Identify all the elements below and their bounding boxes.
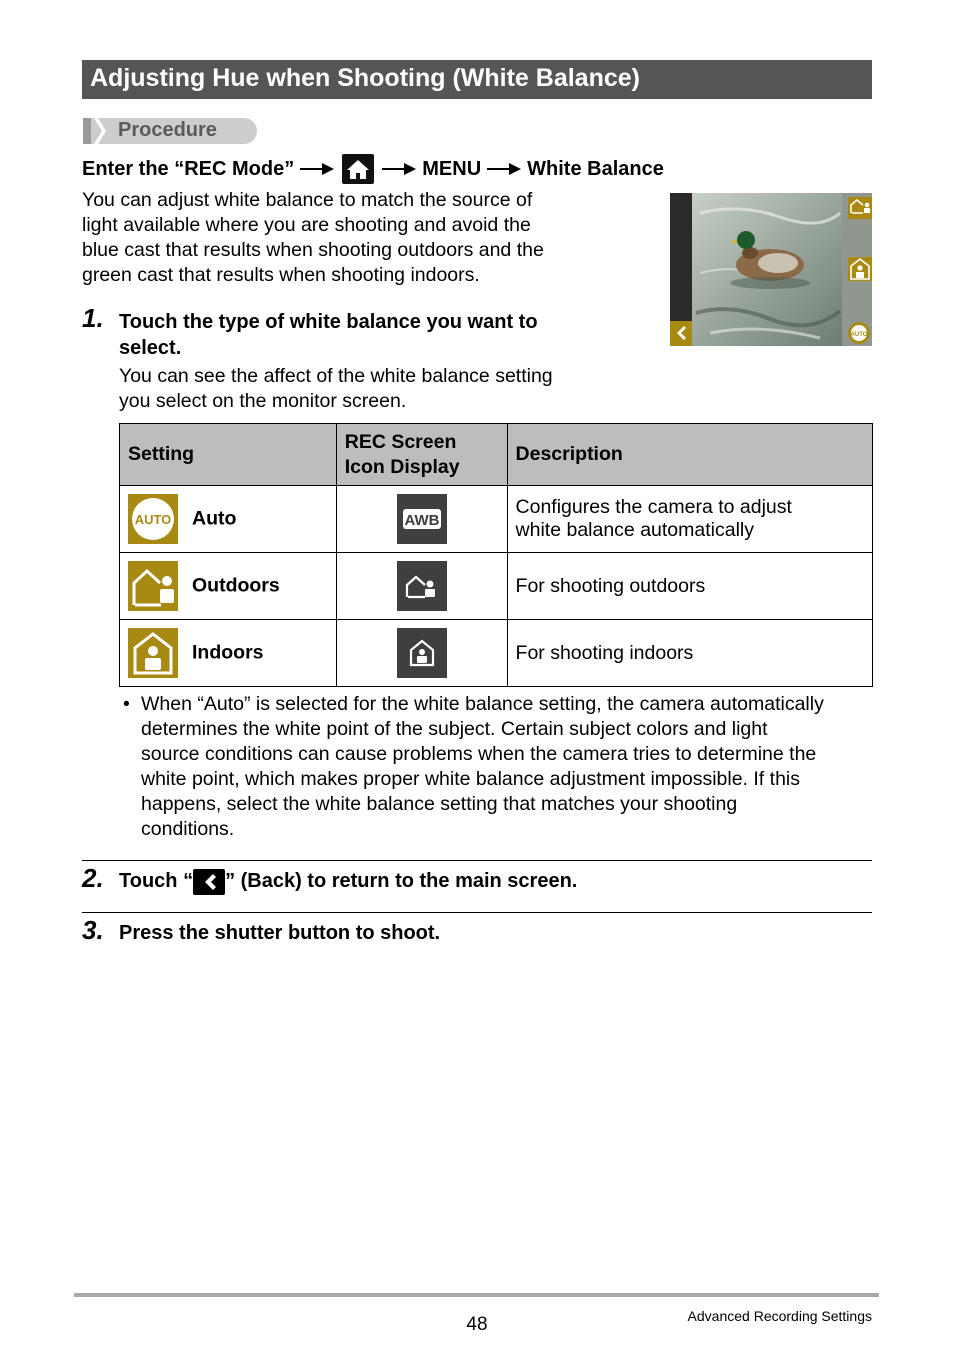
footer-rule: [74, 1293, 879, 1297]
setting-name: Outdoors: [192, 574, 280, 597]
auto-wb-icon[interactable]: [128, 494, 178, 544]
setting-name: Auto: [192, 507, 237, 530]
description-cell: Configures the camera to adjust white balance automatically: [507, 486, 872, 553]
arrow-right-icon: [382, 163, 416, 175]
rec-icon-cell: [336, 620, 507, 687]
setting-cell: [120, 620, 337, 687]
setting-name: Indoors: [192, 641, 264, 664]
menu-path-menu: MENU: [422, 157, 482, 180]
outdoors-rec-icon: [397, 561, 447, 611]
table-row: [120, 553, 873, 620]
menu-path-start: Enter the “REC Mode”: [82, 157, 295, 180]
setting-cell: [120, 553, 337, 620]
camera-screen-image: [670, 193, 872, 346]
step-2-number: 2.: [82, 863, 104, 893]
arrow-right-icon: [487, 163, 521, 175]
step-1-number: 1.: [82, 303, 104, 333]
divider: [82, 912, 872, 913]
step-3-title: Press the shutter button to shoot.: [119, 922, 441, 944]
step-2-title: Touch “ ” (Back) to return to the main screen.: [119, 868, 577, 895]
divider: [82, 860, 872, 861]
description-cell: For shooting indoors: [507, 620, 872, 687]
arrow-right-icon: [300, 163, 334, 175]
svg-text:AWB: AWB: [404, 512, 440, 529]
outdoors-wb-icon[interactable]: [128, 561, 178, 611]
bullet: •: [123, 693, 130, 715]
section-title: Adjusting Hue when Shooting (White Balance): [90, 64, 640, 92]
description-cell: For shooting outdoors: [507, 553, 872, 620]
menu-path: [82, 154, 664, 184]
footer-section-label: Advanced Recording Settings: [687, 1308, 872, 1324]
rec-icon-cell: [336, 486, 507, 553]
back-icon: [193, 869, 225, 895]
chevron-right-icon: [94, 118, 106, 144]
header-rec-icon: REC Screen Icon Display: [336, 424, 507, 486]
procedure-tab: [83, 118, 257, 144]
awb-icon: [397, 494, 447, 544]
step-1-title: Touch the type of white balance you want to select.: [119, 311, 538, 359]
procedure-label: Procedure: [118, 119, 217, 141]
table-row: [120, 620, 873, 687]
rec-icon-cell: [336, 553, 507, 620]
note-paragraph: • When “Auto” is selected for the white balance setting, the camera automatically determines the white point of the subject. Certain subject colors and light source conditions can cause problems when the camera tries to determine the white point, which makes proper white balance adjustment impossible. If this happens, select the white balance setting that matches your shooting conditions.: [123, 693, 824, 840]
section-header: [82, 60, 872, 99]
step-3-number: 3.: [82, 915, 104, 945]
white-balance-table: [119, 423, 873, 687]
table-row: [120, 486, 873, 553]
menu-path-end: White Balance: [527, 157, 664, 180]
photo-auto-label: AUTO: [850, 332, 868, 338]
step-1-body: You can see the affect of the white balance setting you select on the monitor screen.: [119, 365, 553, 412]
home-icon: [342, 154, 374, 184]
svg-text:AUTO: AUTO: [134, 512, 172, 527]
indoors-rec-icon: [397, 628, 447, 678]
header-setting: Setting: [120, 424, 337, 486]
header-description: Description: [507, 424, 872, 486]
setting-cell: [120, 486, 337, 553]
table-header-row: [120, 424, 873, 486]
indoors-wb-icon[interactable]: [128, 628, 178, 678]
intro-paragraph: You can adjust white balance to match the source of light available where you are shooting and avoid the blue cast that results when shooting outdoors and the green cast that results when shooting indoors.: [82, 189, 544, 286]
page-number: 48: [466, 1314, 488, 1335]
